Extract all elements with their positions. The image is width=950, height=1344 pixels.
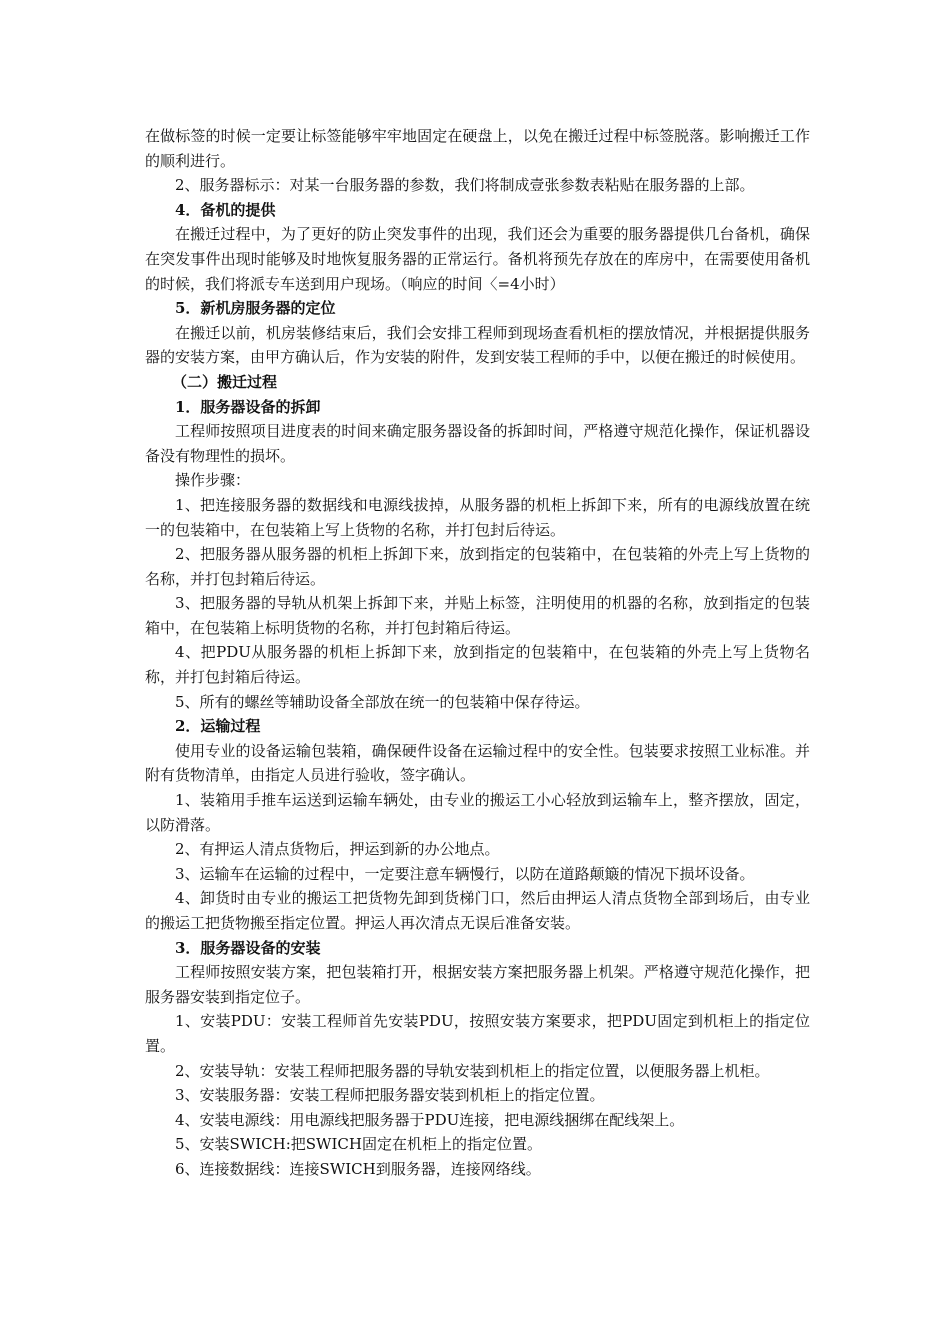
list-item: 3、运输车在运输的过程中，一定要注意车辆慢行，以防在道路颠簸的情况下损坏设备。	[175, 864, 755, 883]
section-heading: 3．服务器设备的安装	[175, 938, 321, 957]
paragraph: 工程师按照安装方案，把包装箱打开，根据安装方案把服务器上机架。严格遵守规范化操作，把服务器安装到指定位子。	[145, 963, 810, 1006]
section-heading: 2．运输过程	[175, 717, 261, 736]
list-item: 1、安装PDU：安装工程师首先安装PDU，按照安装方案要求，把PDU固定到机柜上的指定位置。	[145, 1012, 810, 1055]
list-item: 1、把连接服务器的数据线和电源线拔掉，从服务器的机柜上拆卸下来，所有的电源线放置在统一的包装箱中，在包装箱上写上货物的名称，并打包封后待运。	[145, 495, 810, 539]
paragraph: 操作步骤：	[175, 471, 251, 490]
paragraph: 在搬迁以前，机房装修结束后，我们会安排工程师到现场查看机柜的摆放情况，并根据提供服务器的安装方案，由甲方确认后，作为安装的附件，发到安装工程师的手中，以便在搬迁的时候使用。	[145, 323, 810, 367]
list-item: 2、安装导轨：安装工程师把服务器的导轨安装到机柜上的指定位置，以便服务器上机柜。	[175, 1061, 770, 1080]
list-item: 5、所有的螺丝等辅助设备全部放在统一的包装箱中保存待运。	[175, 692, 590, 711]
list-item: 2、把服务器从服务器的机柜上拆卸下来，放到指定的包装箱中，在包装箱的外壳上写上货物的名称，并打包封箱后待运。	[145, 545, 810, 588]
paragraph: 在做标签的时候一定要让标签能够牢牢地固定在硬盘上，以免在搬迁过程中标签脱落。影响搬迁工作的顺利进行。	[145, 127, 810, 170]
paragraph: 使用专业的设备运输包装箱，确保硬件设备在运输过程中的安全性。包装要求按照工业标准。并附有货物清单，由指定人员进行验收，签字确认。	[145, 741, 810, 785]
list-item: 3、安装服务器：安装工程师把服务器安装到机柜上的指定位置。	[175, 1086, 605, 1105]
section-heading: 1．服务器设备的拆卸	[175, 397, 321, 416]
paragraph: 2、服务器标示：对某一台服务器的参数，我们将制成壹张参数表粘贴在服务器的上部。	[175, 176, 755, 195]
list-item: 4、把PDU从服务器的机柜上拆卸下来，放到指定的包装箱中，在包装箱的外壳上写上货物名称，并打包封箱后待运。	[145, 643, 810, 687]
list-item: 3、把服务器的导轨从机架上拆卸下来，并贴上标签，注明使用的机器的名称，放到指定的包装箱中，在包装箱上标明货物的名称，并打包封箱后待运。	[145, 594, 810, 637]
chapter-heading: （二）搬迁过程	[172, 372, 278, 391]
list-item: 2、有押运人清点货物后，押运到新的办公地点。	[175, 840, 500, 859]
list-item: 1、装箱用手推车运送到运输车辆处，由专业的搬运工小心轻放到运输车上，整齐摆放，固定，以防滑落。	[145, 791, 810, 834]
section-heading: 4．备机的提供	[175, 200, 276, 219]
paragraph: 在搬迁过程中，为了更好的防止突发事件的出现，我们还会为重要的服务器提供几台备机，确保在突发事件出现时能够及时地恢复服务器的正常运行。备机将预先存放在的库房中，在需要使用备机的时候，我们将派专车送到用户现场。（响应的时间〈=4小时）	[145, 225, 810, 293]
list-item: 5、安装SWICH:把SWICH固定在机柜上的指定位置。	[175, 1135, 542, 1154]
list-item: 4、安装电源线：用电源线把服务器于PDU连接，把电源线捆绑在配线架上。	[175, 1110, 685, 1129]
paragraph: 工程师按照项目进度表的时间来确定服务器设备的拆卸时间，严格遵守规范化操作，保证机器设备没有物理性的损坏。	[145, 422, 810, 465]
list-item: 4、卸货时由专业的搬运工把货物先卸到货梯门口，然后由押运人清点货物全部到场后，由专业的搬运工把货物搬至指定位置。押运人再次清点无误后准备安装。	[145, 889, 810, 932]
section-heading: 5．新机房服务器的定位	[175, 299, 336, 318]
list-item: 6、连接数据线：连接SWICH到服务器，连接网络线。	[175, 1159, 541, 1178]
